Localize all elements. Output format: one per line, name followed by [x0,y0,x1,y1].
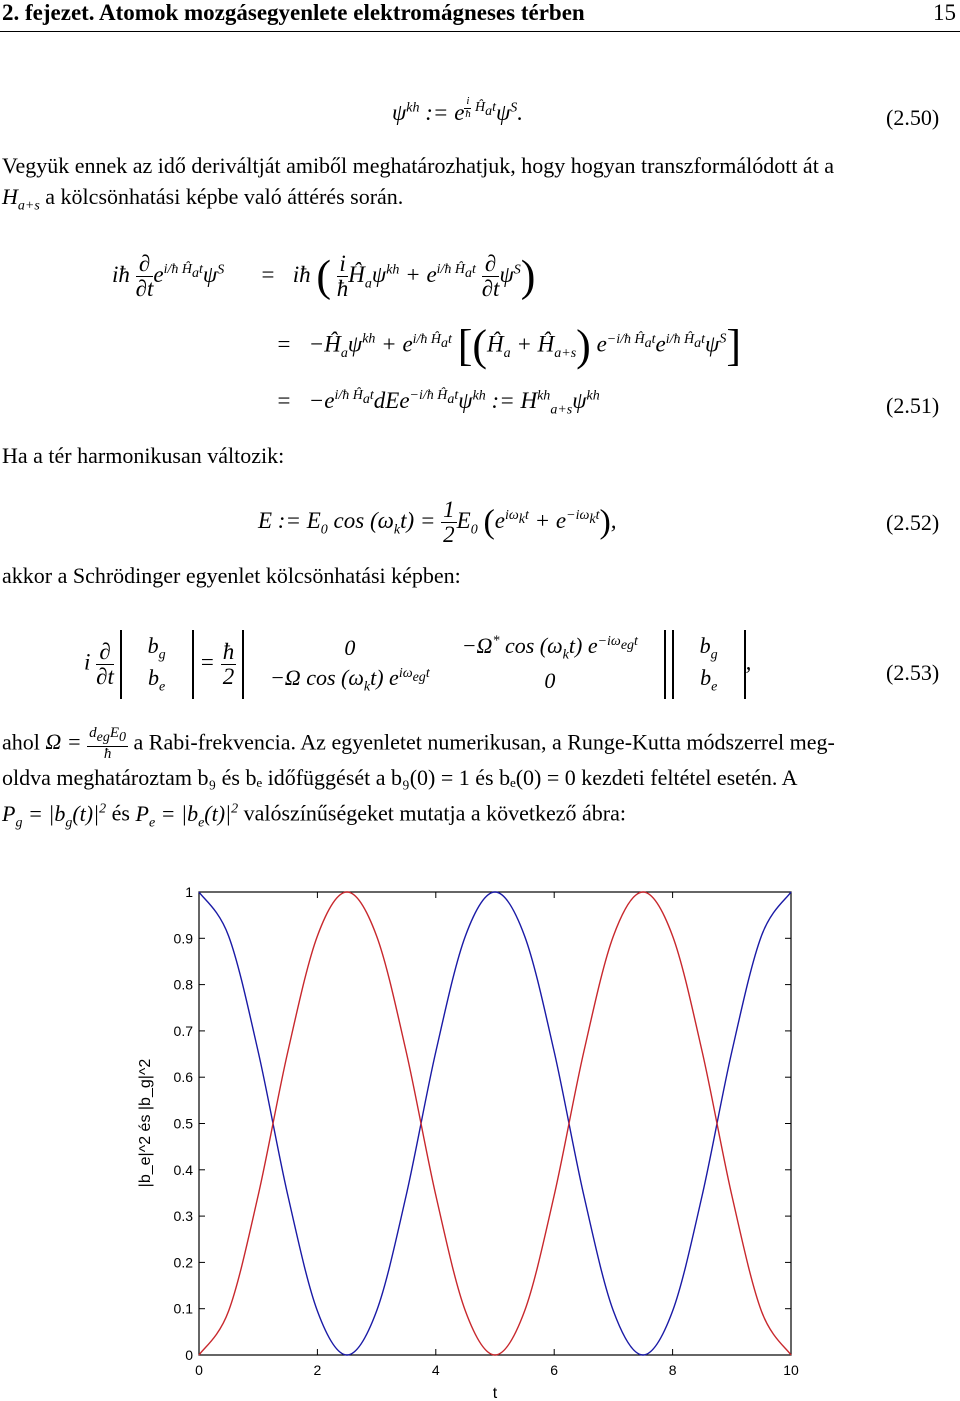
y-tick-label: 0.1 [173,1300,193,1317]
x-tick-label: 4 [431,1362,440,1378]
y-tick-label: 0.3 [173,1208,193,1225]
paragraph-text: Vegyük ennek az idő deriváltját amiből meghatározhatjuk, hogy hogyan transzformálódott át a [2,153,835,178]
series-group [199,892,791,1355]
paragraph-1: Vegyük ennek az idő deriváltját amiből meghatározhatjuk, hogy hogyan transzformálódott át a $H_{a+s}$ a kölcsönhatási képbe való áttérés során. [2,153,835,214]
y-tick-label: 0.2 [173,1254,193,1271]
y-axis [174,884,791,1363]
x-tick-label: 6 [550,1362,559,1378]
y-tick-label: 0.6 [173,1069,193,1086]
header-rule [0,31,960,32]
y-tick-label: 0.9 [173,930,193,947]
equation-2-53: i $\frac{\partial}{\partial t}$ $b_g$ $b_e$ = $\frac{ħ}{2}$ 0 −Ω* $\cos (\omega_kt)$ $e^{-i\omega_{eg}t}$ −Ω $\cos (\omega_kt)$ $e^{i\omega_{eg}t}$ 0 $b_g$ $b_e$ , [84,630,751,699]
series-line-bg [199,892,791,1355]
equation-number: (2.51) [886,393,940,418]
x-axis-label: t [492,1385,498,1401]
plot-frame [199,892,791,1355]
x-tick-label: 8 [668,1362,677,1378]
y-tick-label: 0.4 [173,1161,193,1178]
x-axis [195,892,799,1378]
chapter-title: 2. fejezet. Atomok mozgásegyenlete elektromágneses térben [2,0,585,25]
y-tick-label: 1 [185,884,193,900]
probability-chart [0,870,960,1401]
equation-2-51-line1: iħ $\frac{\partial}{\partial t}$ $e^{i/ħ Ĥ_at}\psi^S$ = iħ ( $\frac{i}{ħ}$ $Ĥ_a\psi^{kh} + e^{i/ħ Ĥ_at}$ $\frac{\partial}{\partial t}$ $\psi^S$) [112,251,536,302]
y-tick-label: 0.5 [173,1115,193,1132]
x-tick-label: 0 [195,1362,203,1378]
paragraph-text: a Rabi-frekvencia. Az egyenletet numerikusan, a Runge-Kutta módszerrel meg- [133,729,835,755]
running-header [2,0,958,30]
x-tick-label: 2 [313,1362,322,1378]
equation-2-52: E := $E_0$ $\cos (\omega_kt)$ = $\frac{1}{2}$ $E_0$ $(e^{i\omega_kt} + e^{-i\omega_kt})$, [258,497,617,548]
equation-2-50: $\psi^{kh}$ := e $^{\frac{i}{ħ} Ĥ_at}\psi^S$. [392,95,524,125]
paragraph-text: oldva meghatároztam b₉ és bₑ időfüggését a b₉(0) = 1 és bₑ(0) = 0 kezdeti feltétel esetén. A [2,765,798,791]
equation-number: (2.52) [886,510,940,535]
y-tick-label: 0.8 [173,976,193,993]
paragraph-text: a kölcsönhatási képbe való áttérés során. [45,184,404,209]
equation-number: (2.50) [886,105,940,130]
page-number: 15 [933,0,956,25]
y-tick-label: 0 [185,1347,193,1363]
x-tick-label: 10 [783,1362,799,1378]
paragraph-text: valószínűségeket mutatja a következő ábra: [243,800,627,826]
paragraph-4: ahol Ω = $\frac{d_{eg}E_0}{ħ}$ a Rabi-frekvencia. Az egyenletet numerikusan, a Runge-Kutta módszerrel meg- oldva meghatároztam b₉ és bₑ időfüggését a b₉(0) = 1 és bₑ(0) = 0 kezdeti feltétel esetén. A $P_g = |b_g(t)|^2$ és $P_e = |b_e(t)|^2$ valószínűségeket mutatja a következő ábra: [2,725,835,831]
series-line-be [199,892,791,1355]
paragraph-2: Ha a tér harmonikusan változik: [2,443,285,468]
equation-number: (2.53) [886,660,940,685]
paragraph-3: akkor a Schrödinger egyenlet kölcsönhatási képben: [2,563,461,588]
y-axis-label: |b_e|^2 és |b_g|^2 [137,1058,154,1188]
y-tick-label: 0.7 [173,1022,193,1039]
equation-2-51-line2: = $-Ĥ_a\psi^{kh} + e^{i/ħ Ĥ_at}$ [($Ĥ_a$ + $Ĥ_{a+s}$) $e^{-i/ħ Ĥ_at}e^{i/ħ Ĥ_at}\psi^S$] [276,321,741,370]
equation-2-51-line3: = $-e^{i/ħ Ĥ_at}dEe^{-i/ħ Ĥ_at}\psi^{kh}$ := $H^{kh}_{a+s}\psi^{kh}$ [276,388,600,418]
